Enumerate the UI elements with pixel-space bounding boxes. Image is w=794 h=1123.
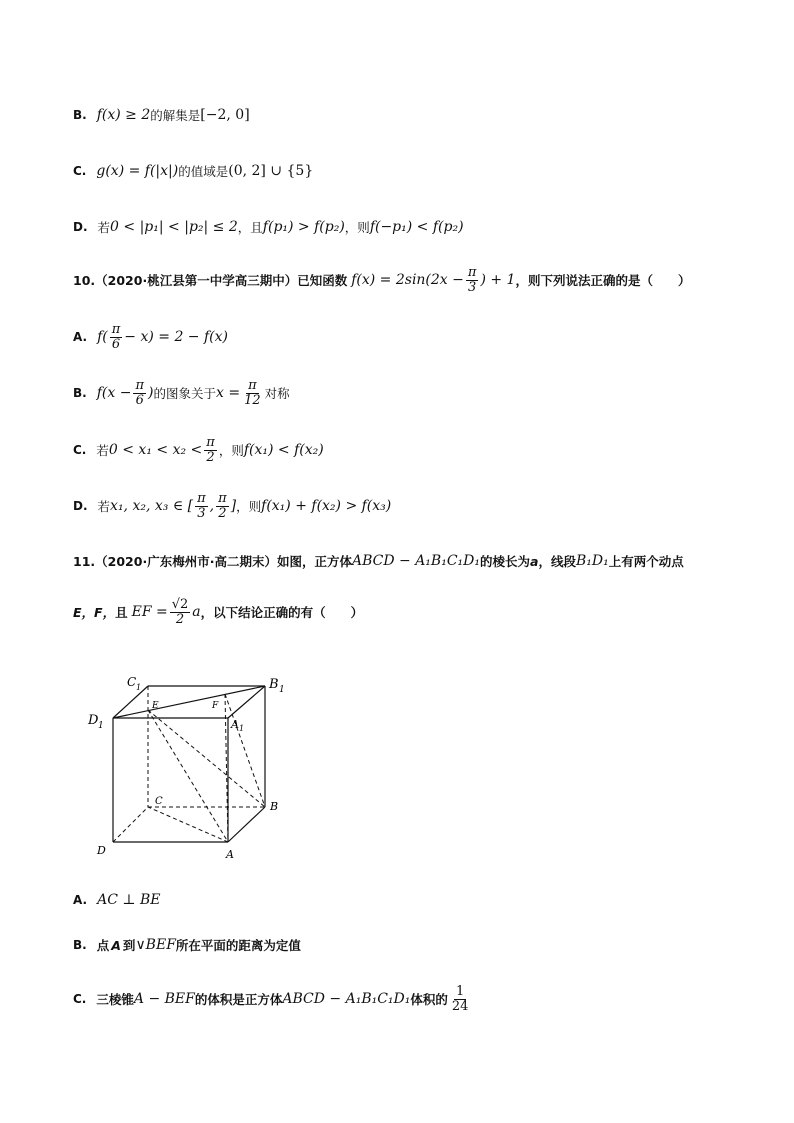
q9-option-b bbox=[73, 106, 250, 124]
option-rhs: ) bbox=[148, 385, 154, 402]
q11-stem-line1 bbox=[73, 552, 684, 570]
label-d1-sub: 1 bbox=[98, 721, 104, 731]
option-pre: 若 bbox=[97, 220, 111, 235]
option-post: 所在平面的距离为定值 bbox=[175, 938, 301, 953]
q10-option-a bbox=[73, 323, 228, 351]
option-mid: 的体积是正方体 bbox=[194, 992, 283, 1008]
option-cond2: f(p₁) > f(p₂) bbox=[262, 219, 345, 235]
option-math: AC ⊥ BE bbox=[97, 892, 161, 908]
option-lhs: f(x − bbox=[96, 385, 132, 402]
option-label: A. bbox=[73, 893, 88, 907]
label-c1-sub: 1 bbox=[136, 683, 142, 692]
option-rhs: − x) = 2 − f(x) bbox=[124, 329, 228, 346]
q10-option-b bbox=[73, 379, 290, 407]
edge-ab bbox=[228, 807, 265, 842]
label-c: C bbox=[155, 796, 163, 807]
option-cube: ABCD − A₁B₁C₁D₁ bbox=[282, 991, 411, 1008]
edge-d1c1 bbox=[113, 686, 148, 718]
label-d1: D bbox=[88, 713, 99, 728]
option-mid: ，且 bbox=[237, 220, 263, 235]
label-b1: B bbox=[269, 677, 279, 692]
frac-den: 6 bbox=[111, 336, 121, 352]
option-math: f(x) ≥ 2 bbox=[96, 107, 151, 123]
option-set: [−2, 0] bbox=[200, 107, 250, 123]
points-ef: E，F， bbox=[73, 605, 116, 621]
option-close: ] bbox=[230, 498, 237, 515]
option-text: 的值域是 bbox=[178, 164, 229, 179]
line-ea bbox=[148, 710, 228, 842]
frac-den: 12 bbox=[244, 392, 261, 408]
q10-option-d bbox=[73, 492, 391, 520]
label-b1-sub: 1 bbox=[279, 685, 285, 695]
label-c1: C bbox=[127, 675, 137, 689]
ef-a: a bbox=[192, 604, 201, 621]
option-then: ，则 bbox=[344, 220, 370, 235]
option-concl: f(x₁) < f(x₂) bbox=[243, 442, 324, 459]
option-pyramid: A − BEF bbox=[133, 991, 195, 1008]
label-d: D bbox=[97, 844, 106, 857]
edge-dc bbox=[113, 807, 148, 842]
option-label: C. bbox=[73, 164, 87, 178]
option-label: D. bbox=[73, 220, 88, 234]
frac-num: π bbox=[467, 265, 477, 280]
question-number: 11. bbox=[73, 553, 96, 569]
fraction-1-24 bbox=[450, 985, 471, 1013]
edge-length: a bbox=[530, 553, 539, 569]
option-x-eq: x = bbox=[215, 385, 241, 402]
edge-a1b1 bbox=[228, 686, 265, 718]
label-b: B bbox=[270, 800, 279, 813]
fraction-pi-6 bbox=[110, 323, 123, 351]
option-label: B. bbox=[73, 108, 87, 122]
option-set: (0, 2] ∪ {5} bbox=[228, 163, 314, 179]
option-label: A. bbox=[73, 330, 88, 345]
option-label: B. bbox=[73, 386, 87, 401]
option-math: g(x) = f(|x|) bbox=[96, 163, 179, 179]
frac-num: 1 bbox=[456, 984, 465, 999]
q11-stem-line2 bbox=[73, 598, 363, 626]
frac-num: π bbox=[248, 378, 257, 393]
option-then: ，则 bbox=[236, 499, 262, 515]
option-post: 体积的 bbox=[410, 992, 448, 1008]
stem-text: 且 bbox=[115, 605, 128, 621]
option-text: 的图象关于 bbox=[153, 386, 216, 402]
label-e: E bbox=[152, 701, 159, 711]
option-label: C. bbox=[73, 992, 87, 1007]
fraction-pi-6 bbox=[133, 379, 146, 407]
frac-den: 24 bbox=[451, 998, 469, 1014]
option-then: ，则 bbox=[218, 443, 244, 459]
option-label: D. bbox=[73, 499, 88, 514]
frac-num: √2 bbox=[171, 597, 189, 612]
fraction-pi-2 bbox=[204, 436, 217, 464]
cube-figure bbox=[85, 668, 300, 863]
frac-num: π bbox=[206, 435, 215, 450]
line-eb bbox=[148, 710, 265, 807]
question-number: 10. bbox=[73, 272, 96, 288]
option-pre: 三棱锥 bbox=[96, 992, 134, 1008]
option-text: 的解集是 bbox=[150, 108, 201, 123]
function-rhs: ) + 1 bbox=[480, 272, 516, 289]
label-a: A bbox=[226, 848, 234, 861]
fraction-pi-12 bbox=[242, 379, 263, 407]
frac-den: 2 bbox=[206, 449, 215, 465]
option-label: B. bbox=[73, 938, 87, 952]
q11-option-b bbox=[73, 936, 301, 954]
label-a1-sub: 1 bbox=[239, 724, 245, 733]
q10-stem bbox=[73, 266, 690, 294]
fraction-sqrt2-2 bbox=[170, 598, 191, 626]
q11-option-c bbox=[73, 985, 472, 1013]
ef-eq: EF = bbox=[131, 604, 168, 621]
option-label: C. bbox=[73, 443, 87, 458]
q10-option-c bbox=[73, 436, 324, 464]
frac-den: 3 bbox=[468, 279, 477, 295]
fraction-pi-2 bbox=[216, 492, 229, 520]
option-pre: 点 bbox=[96, 938, 110, 953]
frac-num: π bbox=[135, 378, 144, 393]
option-vars: x₁, x₂, x₃ ∈ [ bbox=[110, 498, 194, 515]
option-triangle: ∨BEF bbox=[135, 937, 176, 953]
question-source: （2020·桃江县第一中学高三期中） bbox=[95, 273, 298, 289]
line-fb bbox=[225, 694, 265, 807]
frac-den: 3 bbox=[197, 505, 206, 521]
option-concl: f(−p₁) < f(p₂) bbox=[369, 219, 464, 235]
frac-den: 2 bbox=[218, 505, 227, 521]
option-comma: , bbox=[209, 498, 215, 515]
fraction-pi-3 bbox=[195, 492, 208, 520]
option-lhs: f( bbox=[97, 329, 108, 346]
label-f: F bbox=[212, 701, 219, 711]
q9-option-d bbox=[73, 218, 464, 236]
question-stem-post: ，则下列说法正确的是（ ） bbox=[515, 273, 691, 289]
cube-name: ABCD − A₁B₁C₁D₁ bbox=[351, 553, 480, 569]
option-pre: 若 bbox=[97, 499, 111, 515]
stem-text: 上有两个动点 bbox=[608, 554, 684, 569]
segment-name: B₁D₁ bbox=[575, 553, 609, 569]
option-concl: f(x₁) + f(x₂) > f(x₃) bbox=[261, 498, 392, 515]
question-source: （2020·广东梅州市·高二期末） bbox=[95, 554, 277, 569]
stem-text: 的棱长为 bbox=[479, 554, 530, 569]
label-a1: A bbox=[231, 718, 239, 731]
option-text2: 对称 bbox=[264, 386, 290, 402]
line-ac bbox=[148, 807, 228, 842]
frac-den: 2 bbox=[175, 611, 185, 627]
option-point: A bbox=[111, 937, 121, 953]
frac-den: 6 bbox=[135, 392, 144, 408]
q11-option-a bbox=[73, 892, 160, 908]
frac-num: π bbox=[218, 491, 227, 506]
option-pre: 若 bbox=[96, 443, 109, 459]
stem-text: ，以下结论正确的有（ ） bbox=[200, 605, 364, 621]
stem-text: 如图，正方体 bbox=[276, 554, 352, 569]
frac-num: π bbox=[197, 491, 206, 506]
frac-num: π bbox=[111, 322, 121, 337]
option-cond: 0 < |p₁| < |p₂| ≤ 2 bbox=[110, 219, 238, 235]
function-lhs: f(x) = 2sin(2x − bbox=[351, 272, 464, 289]
fraction-pi-3 bbox=[466, 266, 479, 294]
option-mid: 到 bbox=[122, 938, 136, 953]
option-cond: 0 < x₁ < x₂ < bbox=[108, 442, 203, 459]
question-stem-pre: 已知函数 bbox=[297, 273, 348, 289]
stem-text: ，线段 bbox=[538, 554, 576, 569]
q9-option-c bbox=[73, 162, 313, 180]
